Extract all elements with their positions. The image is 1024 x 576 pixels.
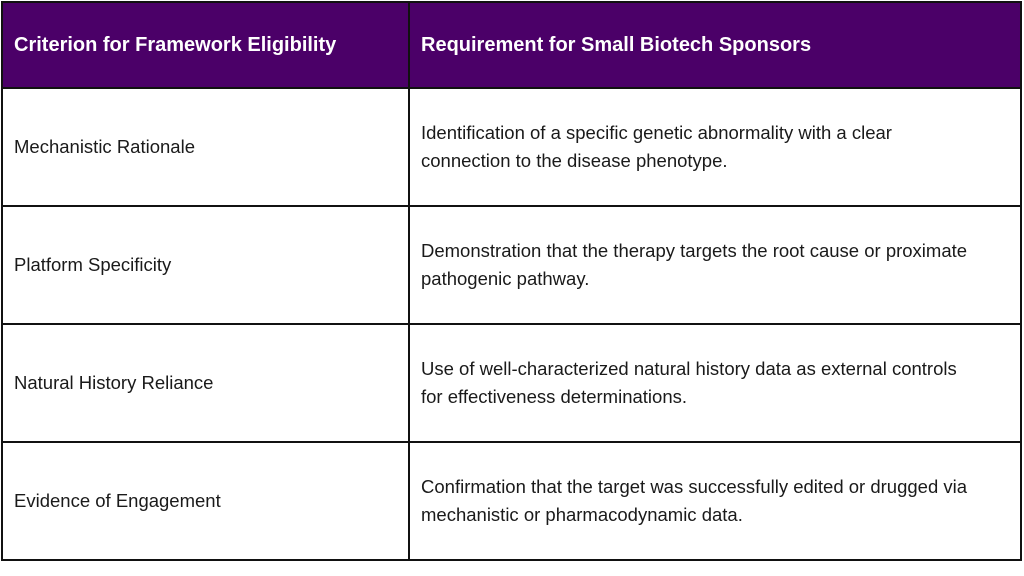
header-row xyxy=(2,2,1021,88)
requirement-text: Identification of a specific genetic abnormality with a clear connection to the disease phenotype. xyxy=(421,122,892,171)
table-row xyxy=(2,88,1021,206)
requirement-text: Demonstration that the therapy targets the root cause or proximate pathogenic pathway. xyxy=(421,240,968,289)
eligibility-table xyxy=(1,1,1022,561)
header-criterion: Criterion for Framework Eligibility xyxy=(2,2,409,88)
criterion-cell: Platform Specificity xyxy=(2,206,409,324)
criterion-cell: Natural History Reliance xyxy=(2,324,409,442)
requirement-cell xyxy=(409,324,1021,442)
criterion-cell: Evidence of Engagement xyxy=(2,442,409,560)
requirement-text: Use of well-characterized natural history data as external controls for effectiveness determinations. xyxy=(421,358,957,407)
requirement-cell xyxy=(409,206,1021,324)
requirement-text: Confirmation that the target was successfully edited or drugged via mechanistic or pharmacodynamic data. xyxy=(421,476,968,525)
table-row xyxy=(2,206,1021,324)
requirement-cell xyxy=(409,88,1021,206)
criterion-cell: Mechanistic Rationale xyxy=(2,88,409,206)
requirement-cell xyxy=(409,442,1021,560)
header-requirement: Requirement for Small Biotech Sponsors xyxy=(409,2,1021,88)
table-row xyxy=(2,442,1021,560)
table-row xyxy=(2,324,1021,442)
